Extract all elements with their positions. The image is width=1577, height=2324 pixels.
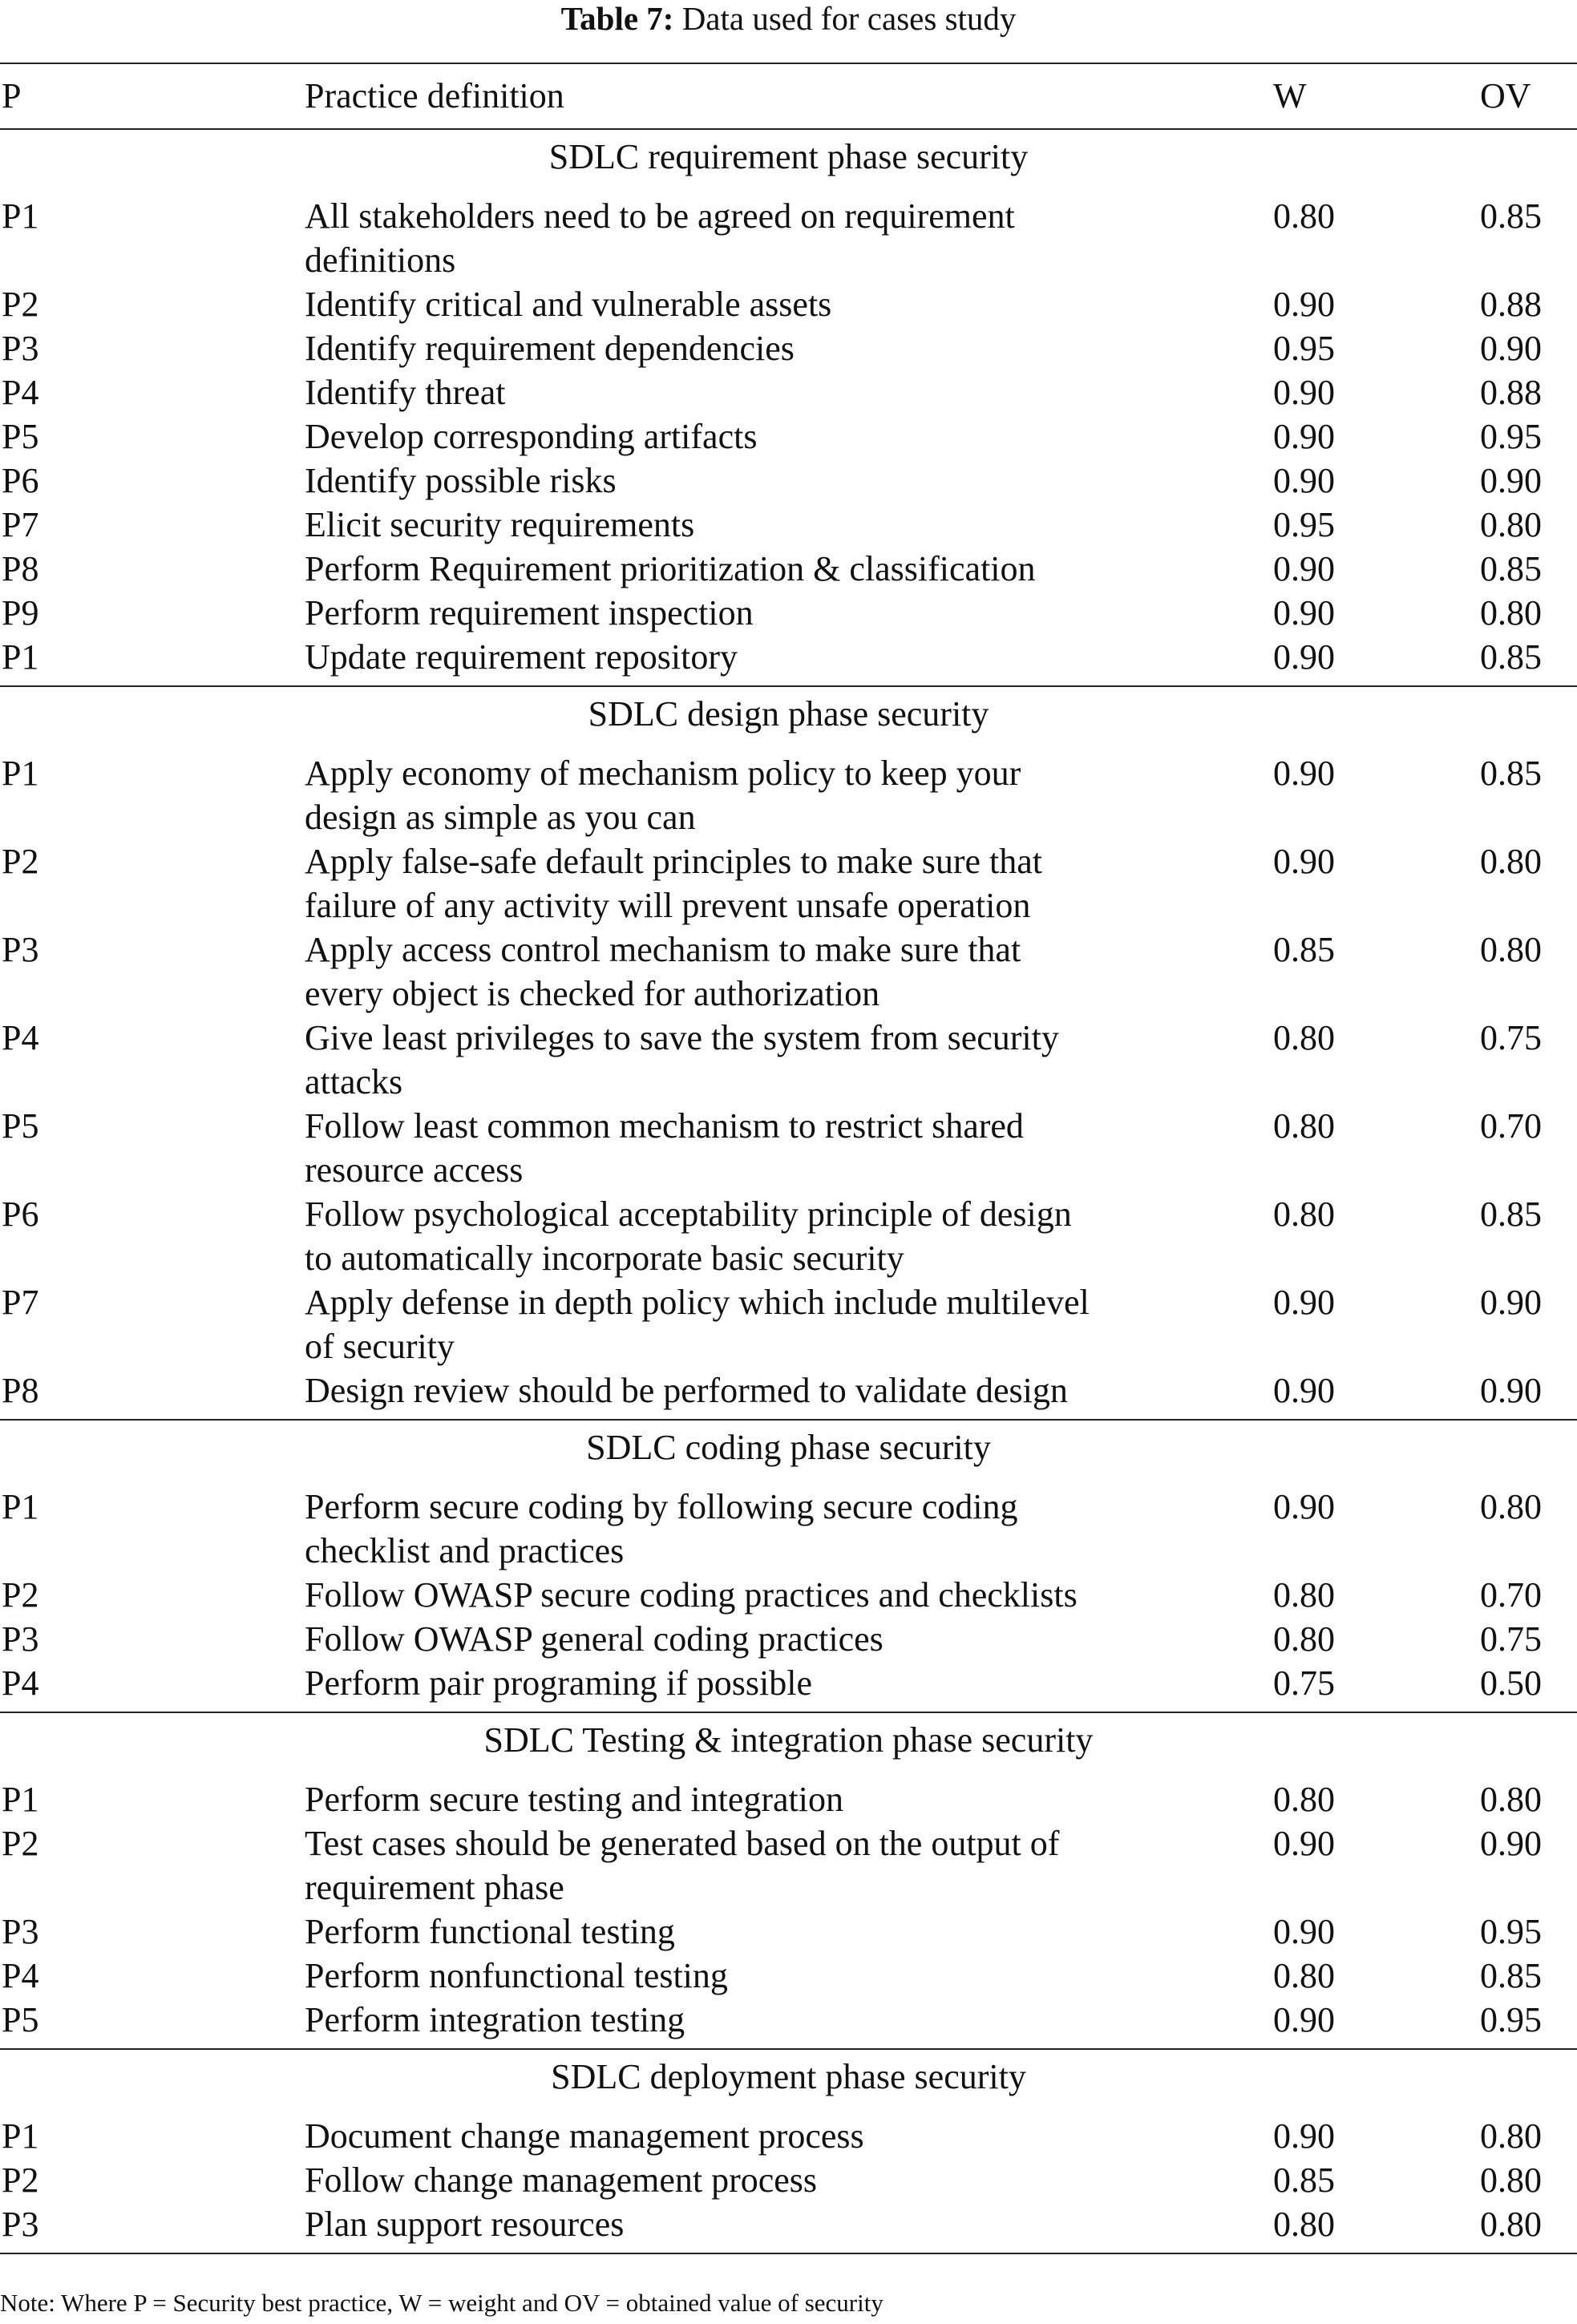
weight-value: 0.80	[1273, 1018, 1335, 1057]
practice-definition	[305, 1954, 1235, 1998]
obtained-value: 0.95	[1480, 1912, 1542, 1951]
practice-definition-line: to automatically incorporate basic security	[305, 1239, 904, 1278]
practice-id: P9	[2, 593, 39, 633]
practice-definition-line: of security	[305, 1327, 455, 1366]
practice-definition	[305, 1910, 1235, 1954]
table-row	[0, 1910, 1577, 1954]
table-caption	[0, 0, 1577, 37]
table-row	[0, 2158, 1577, 2202]
obtained-value: 0.80	[1480, 1487, 1542, 1526]
practice-id: P4	[2, 373, 39, 412]
practice-definition	[305, 459, 1235, 503]
practice-definition	[305, 1998, 1235, 2042]
practice-definition	[305, 503, 1235, 547]
practice-id: P1	[2, 754, 39, 793]
practice-id: P3	[2, 930, 39, 969]
obtained-value: 0.80	[1480, 2116, 1542, 2156]
weight-value: 0.90	[1273, 285, 1335, 324]
weight-value: 0.90	[1273, 417, 1335, 456]
practice-definition	[305, 1821, 1235, 1910]
obtained-value: 0.90	[1480, 1371, 1542, 1410]
practice-id: P3	[2, 1619, 39, 1659]
obtained-value: 0.85	[1480, 1194, 1542, 1234]
weight-value: 0.80	[1273, 1780, 1335, 1819]
obtained-value: 0.88	[1480, 373, 1542, 412]
practice-definition-line: Identify threat	[305, 373, 506, 412]
table-row	[0, 326, 1577, 370]
weight-value: 0.90	[1273, 2000, 1335, 2039]
table-row	[0, 1104, 1577, 1192]
table-row	[0, 1821, 1577, 1910]
table-row	[0, 839, 1577, 928]
table-row	[0, 1998, 1577, 2042]
weight-value: 0.80	[1273, 1619, 1335, 1659]
weight-value: 0.95	[1273, 329, 1335, 368]
obtained-value: 0.75	[1480, 1018, 1542, 1057]
practice-definition	[305, 1192, 1235, 1280]
practice-definition-line: Follow OWASP general coding practices	[305, 1619, 884, 1659]
table-row	[0, 1954, 1577, 1998]
practice-definition	[305, 2158, 1235, 2202]
practice-definition-line: Perform nonfunctional testing	[305, 1956, 728, 1995]
practice-id: P2	[2, 1575, 39, 1615]
practice-definition-line: Apply access control mechanism to make sure that	[305, 930, 1021, 969]
practice-definition-line: checklist and practices	[305, 1531, 625, 1570]
table-row	[0, 1777, 1577, 1821]
practice-id: P6	[2, 461, 39, 500]
practice-id: P5	[2, 417, 39, 456]
obtained-value: 0.88	[1480, 285, 1542, 324]
practice-definition	[305, 414, 1235, 459]
practice-definition	[305, 194, 1235, 282]
obtained-value: 0.70	[1480, 1575, 1542, 1615]
practice-definition-line: definitions	[305, 240, 456, 280]
section-bottom-rule	[0, 1419, 1577, 1421]
weight-value: 0.85	[1273, 2160, 1335, 2200]
practice-id: P4	[2, 1018, 39, 1057]
obtained-value: 0.85	[1480, 196, 1542, 236]
practice-definition-line: requirement phase	[305, 1868, 564, 1907]
practice-id: P7	[2, 1283, 39, 1322]
section-title: SDLC requirement phase security	[548, 137, 1029, 176]
practice-definition	[305, 928, 1235, 1016]
practice-definition-line: Apply defense in depth policy which include multilevel	[305, 1283, 1090, 1322]
weight-value: 0.95	[1273, 505, 1335, 544]
practice-definition	[305, 547, 1235, 591]
practice-definition	[305, 1016, 1235, 1104]
practice-definition	[305, 839, 1235, 928]
table-row	[0, 1661, 1577, 1705]
weight-value: 0.90	[1273, 2116, 1335, 2156]
section-title: SDLC design phase security	[588, 694, 989, 734]
practice-definition	[305, 1777, 1235, 1821]
obtained-value: 0.70	[1480, 1106, 1542, 1146]
section-bottom-rule	[0, 1712, 1577, 1713]
obtained-value: 0.80	[1480, 2160, 1542, 2200]
practice-definition-line: Follow OWASP secure coding practices and checklists	[305, 1575, 1078, 1615]
obtained-value: 0.80	[1480, 842, 1542, 881]
weight-value: 0.90	[1273, 637, 1335, 677]
practice-definition-line: Perform Requirement prioritization & classification	[305, 549, 1036, 588]
table-row	[0, 591, 1577, 635]
practice-definition-line: Design review should be performed to validate design	[305, 1371, 1068, 1410]
weight-value: 0.80	[1273, 2205, 1335, 2244]
practice-definition-line: resource access	[305, 1150, 524, 1190]
obtained-value: 0.85	[1480, 1956, 1542, 1995]
practice-definition-line: Test cases should be generated based on the output of	[305, 1824, 1060, 1863]
header-ov: OV	[1480, 76, 1531, 115]
table-row	[0, 1368, 1577, 1413]
weight-value: 0.90	[1273, 593, 1335, 633]
table-row	[0, 414, 1577, 459]
weight-value: 0.90	[1273, 1912, 1335, 1951]
practice-definition-line: Perform requirement inspection	[305, 593, 754, 633]
practice-definition	[305, 370, 1235, 414]
practice-definition	[305, 591, 1235, 635]
table-row	[0, 2114, 1577, 2158]
weight-value: 0.75	[1273, 1663, 1335, 1703]
obtained-value: 0.75	[1480, 1619, 1542, 1659]
section-bottom-rule	[0, 2048, 1577, 2050]
practice-id: P1	[2, 637, 39, 677]
weight-value: 0.80	[1273, 1956, 1335, 1995]
practice-id: P3	[2, 2205, 39, 2244]
obtained-value: 0.90	[1480, 1824, 1542, 1863]
practice-definition-line: Identify possible risks	[305, 461, 617, 500]
obtained-value: 0.85	[1480, 637, 1542, 677]
practice-definition-line: Follow change management process	[305, 2160, 818, 2200]
table-row	[0, 503, 1577, 547]
obtained-value: 0.90	[1480, 1283, 1542, 1322]
weight-value: 0.90	[1273, 373, 1335, 412]
practice-definition-line: Elicit security requirements	[305, 505, 695, 544]
table-caption-text: Data used for cases study	[681, 0, 1017, 37]
table-row	[0, 1617, 1577, 1661]
table-row	[0, 635, 1577, 679]
weight-value: 0.80	[1273, 1106, 1335, 1146]
practice-id: P5	[2, 1106, 39, 1146]
header-w: W	[1273, 76, 1307, 115]
practice-definition	[305, 751, 1235, 839]
practice-definition-line: Perform integration testing	[305, 2000, 685, 2039]
section-title: SDLC Testing & integration phase security	[483, 1720, 1094, 1760]
practice-definition-line: Update requirement repository	[305, 637, 738, 677]
table-row	[0, 751, 1577, 839]
obtained-value: 0.85	[1480, 754, 1542, 793]
practice-definition-line: Follow psychological acceptability principle of design	[305, 1194, 1072, 1234]
practice-definition-line: Identify critical and vulnerable assets	[305, 285, 832, 324]
obtained-value: 0.95	[1480, 417, 1542, 456]
practice-definition-line: Apply economy of mechanism policy to keep your	[305, 754, 1021, 793]
practice-definition-line: Document change management process	[305, 2116, 864, 2156]
section-title: SDLC deployment phase security	[551, 2057, 1026, 2096]
header-bottom-rule	[0, 128, 1577, 130]
table-row	[0, 194, 1577, 282]
obtained-value: 0.90	[1480, 461, 1542, 500]
weight-value: 0.80	[1273, 1194, 1335, 1234]
weight-value: 0.80	[1273, 196, 1335, 236]
practice-id: P1	[2, 2116, 39, 2156]
practice-definition-line: design as simple as you can	[305, 798, 696, 837]
table-caption-label: Table 7:	[560, 0, 674, 37]
practice-id: P7	[2, 505, 39, 544]
weight-value: 0.90	[1273, 549, 1335, 588]
practice-id: P3	[2, 1912, 39, 1951]
obtained-value: 0.80	[1480, 505, 1542, 544]
section-title: SDLC coding phase security	[586, 1428, 991, 1467]
practice-definition-line: attacks	[305, 1062, 403, 1101]
practice-definition-line: Perform functional testing	[305, 1912, 675, 1951]
practice-id: P3	[2, 329, 39, 368]
practice-definition-line: Perform secure testing and integration	[305, 1780, 844, 1819]
weight-value: 0.90	[1273, 1824, 1335, 1863]
table-bottom-rule	[0, 2253, 1577, 2254]
practice-definition	[305, 1104, 1235, 1192]
obtained-value: 0.80	[1480, 930, 1542, 969]
practice-definition-line: Develop corresponding artifacts	[305, 417, 758, 456]
obtained-value: 0.90	[1480, 329, 1542, 368]
table-row	[0, 370, 1577, 414]
practice-definition-line: Plan support resources	[305, 2205, 625, 2244]
table-row	[0, 547, 1577, 591]
table-row	[0, 2202, 1577, 2246]
weight-value: 0.90	[1273, 1487, 1335, 1526]
practice-id: P6	[2, 1194, 39, 1234]
practice-id: P1	[2, 196, 39, 236]
table-row	[0, 1573, 1577, 1617]
weight-value: 0.90	[1273, 754, 1335, 793]
practice-id: P5	[2, 2000, 39, 2039]
practice-definition-line: every object is checked for authorization	[305, 974, 880, 1013]
practice-definition-line: All stakeholders need to be agreed on requirement	[305, 196, 1015, 236]
practice-definition	[305, 1661, 1235, 1705]
weight-value: 0.90	[1273, 461, 1335, 500]
header-p: P	[2, 76, 22, 115]
table-row	[0, 1485, 1577, 1573]
obtained-value: 0.80	[1480, 593, 1542, 633]
weight-value: 0.90	[1273, 1283, 1335, 1322]
practice-id: P4	[2, 1956, 39, 1995]
practice-definition-line: failure of any activity will prevent unsafe operation	[305, 886, 1031, 925]
table-row	[0, 459, 1577, 503]
practice-definition	[305, 1280, 1235, 1368]
practice-definition	[305, 2114, 1235, 2158]
obtained-value: 0.85	[1480, 549, 1542, 588]
section-bottom-rule	[0, 685, 1577, 687]
practice-id: P4	[2, 1663, 39, 1703]
obtained-value: 0.80	[1480, 1780, 1542, 1819]
practice-definition	[305, 1573, 1235, 1617]
obtained-value: 0.80	[1480, 2205, 1542, 2244]
practice-id: P1	[2, 1487, 39, 1526]
practice-definition-line: Identify requirement dependencies	[305, 329, 795, 368]
practice-id: P2	[2, 2160, 39, 2200]
table-row	[0, 1192, 1577, 1280]
table-note: Note: Where P = Security best practice, W = weight and OV = obtained value of security	[0, 2289, 884, 2317]
weight-value: 0.90	[1273, 842, 1335, 881]
practice-definition-line: Perform secure coding by following secure coding	[305, 1487, 1018, 1526]
practice-id: P8	[2, 549, 39, 588]
practice-definition-line: Apply false-safe default principles to make sure that	[305, 842, 1043, 881]
practice-definition	[305, 1617, 1235, 1661]
obtained-value: 0.50	[1480, 1663, 1542, 1703]
table-top-rule	[0, 63, 1577, 64]
practice-id: P2	[2, 1824, 39, 1863]
table-row	[0, 928, 1577, 1016]
practice-id: P2	[2, 285, 39, 324]
weight-value: 0.85	[1273, 930, 1335, 969]
table-row	[0, 282, 1577, 326]
practice-id: P8	[2, 1371, 39, 1410]
practice-definition	[305, 635, 1235, 679]
practice-definition	[305, 326, 1235, 370]
table-row	[0, 1280, 1577, 1368]
practice-definition-line: Follow least common mechanism to restrict shared	[305, 1106, 1024, 1146]
practice-definition-line: Perform pair programing if possible	[305, 1663, 812, 1703]
obtained-value: 0.95	[1480, 2000, 1542, 2039]
practice-definition	[305, 1485, 1235, 1573]
practice-definition	[305, 1368, 1235, 1413]
table-row	[0, 1016, 1577, 1104]
header-practice-definition: Practice definition	[305, 76, 564, 115]
weight-value: 0.90	[1273, 1371, 1335, 1410]
practice-definition	[305, 2202, 1235, 2246]
weight-value: 0.80	[1273, 1575, 1335, 1615]
practice-id: P2	[2, 842, 39, 881]
practice-id: P1	[2, 1780, 39, 1819]
practice-definition-line: Give least privileges to save the system from security	[305, 1018, 1059, 1057]
practice-definition	[305, 282, 1235, 326]
